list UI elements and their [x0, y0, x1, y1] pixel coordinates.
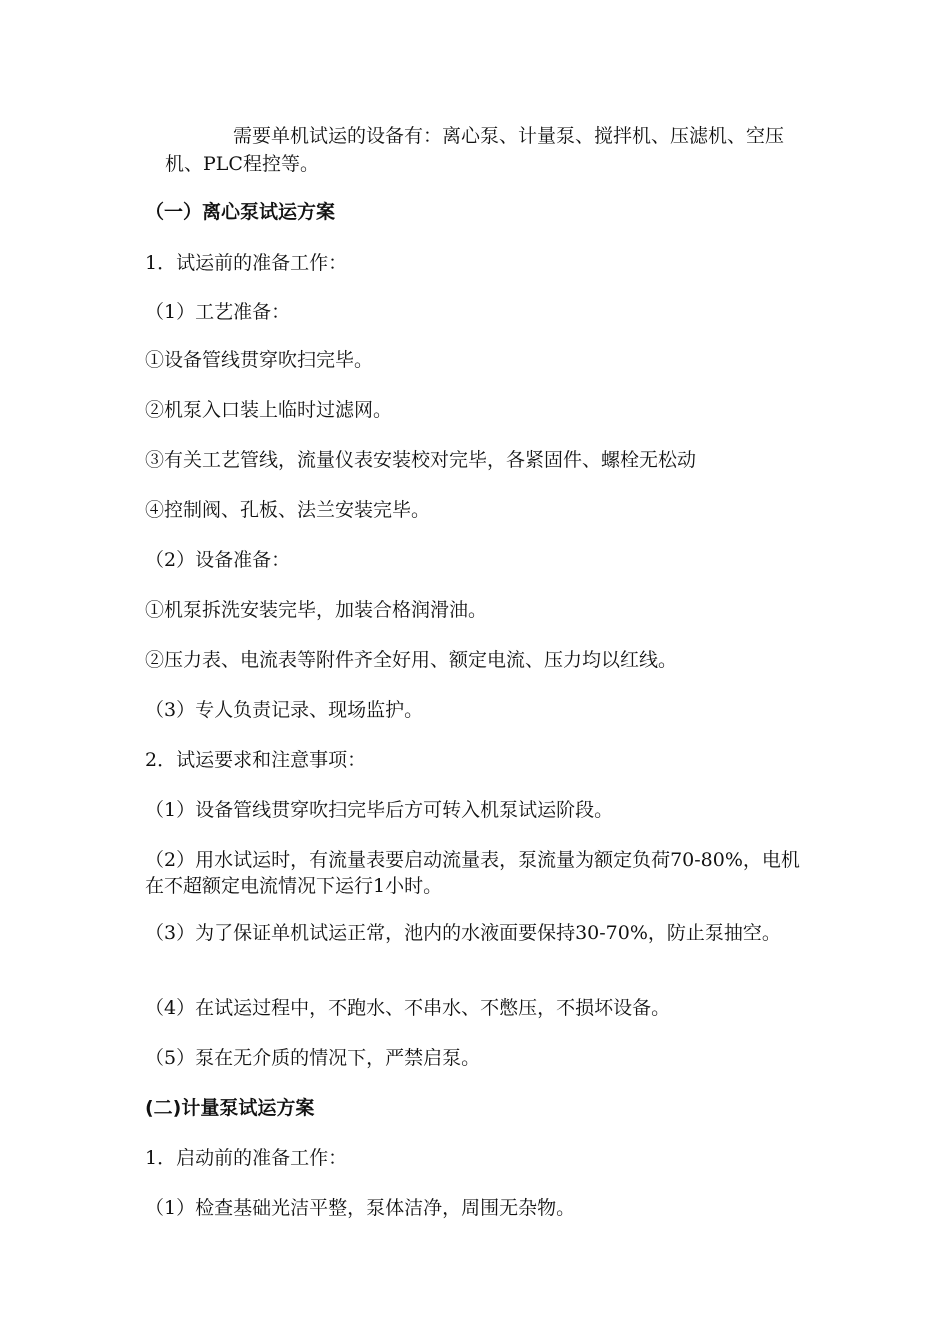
step2-item-5: （5）泵在无介质的情况下，严禁启泵。 [145, 1047, 481, 1069]
sub2-item-2: ②压力表、电流表等附件齐全好用、额定电流、压力均以红线。 [145, 649, 678, 671]
sub2-item-1: ①机泵拆洗安装完毕，加装合格润滑油。 [145, 599, 488, 621]
section1-sub3: （3）专人负责记录、现场监护。 [145, 699, 424, 721]
intro-paragraph: 需要单机试运的设备有：离心泵、计量泵、搅拌机、压滤机、空压机、PLC程控等。 [165, 125, 785, 175]
section1-step1-title: 1．试运前的准备工作： [145, 252, 348, 274]
sub1-item-3: ③有关工艺管线，流量仪表安装校对完毕，各紧固件、螺栓无松动 [145, 449, 697, 471]
sub1-item-4: ④控制阀、孔板、法兰安装完毕。 [145, 499, 431, 521]
sub1-item-1: ①设备管线贯穿吹扫完毕。 [145, 349, 374, 371]
section1-sub1-title: （1）工艺准备： [145, 301, 291, 323]
section1-title: （一）离心泵试运方案 [145, 201, 336, 223]
section1-sub2-title: （2）设备准备： [145, 549, 291, 571]
step2-item-2: （2）用水试运时，有流量表要启动流量表，泵流量为额定负荷70-80%，电机在不超额定电流情况下运行1小时。 [145, 849, 800, 897]
step2-item-3: （3）为了保证单机试运正常，池内的水液面要保持30-70%，防止泵抽空。 [145, 922, 781, 944]
section2-step1-title: 1．启动前的准备工作： [145, 1147, 348, 1169]
section2-title: (二)计量泵试运方案 [145, 1097, 315, 1119]
sub1-item-2: ②机泵入口装上临时过滤网。 [145, 399, 393, 421]
section2-step1-item-1: （1）检查基础光洁平整，泵体洁净，周围无杂物。 [145, 1197, 576, 1219]
step2-item-1: （1）设备管线贯穿吹扫完毕后方可转入机泵试运阶段。 [145, 799, 614, 821]
section1-step2-title: 2．试运要求和注意事项： [145, 749, 367, 771]
step2-item-4: （4）在试运过程中，不跑水、不串水、不憋压，不损坏设备。 [145, 997, 671, 1019]
